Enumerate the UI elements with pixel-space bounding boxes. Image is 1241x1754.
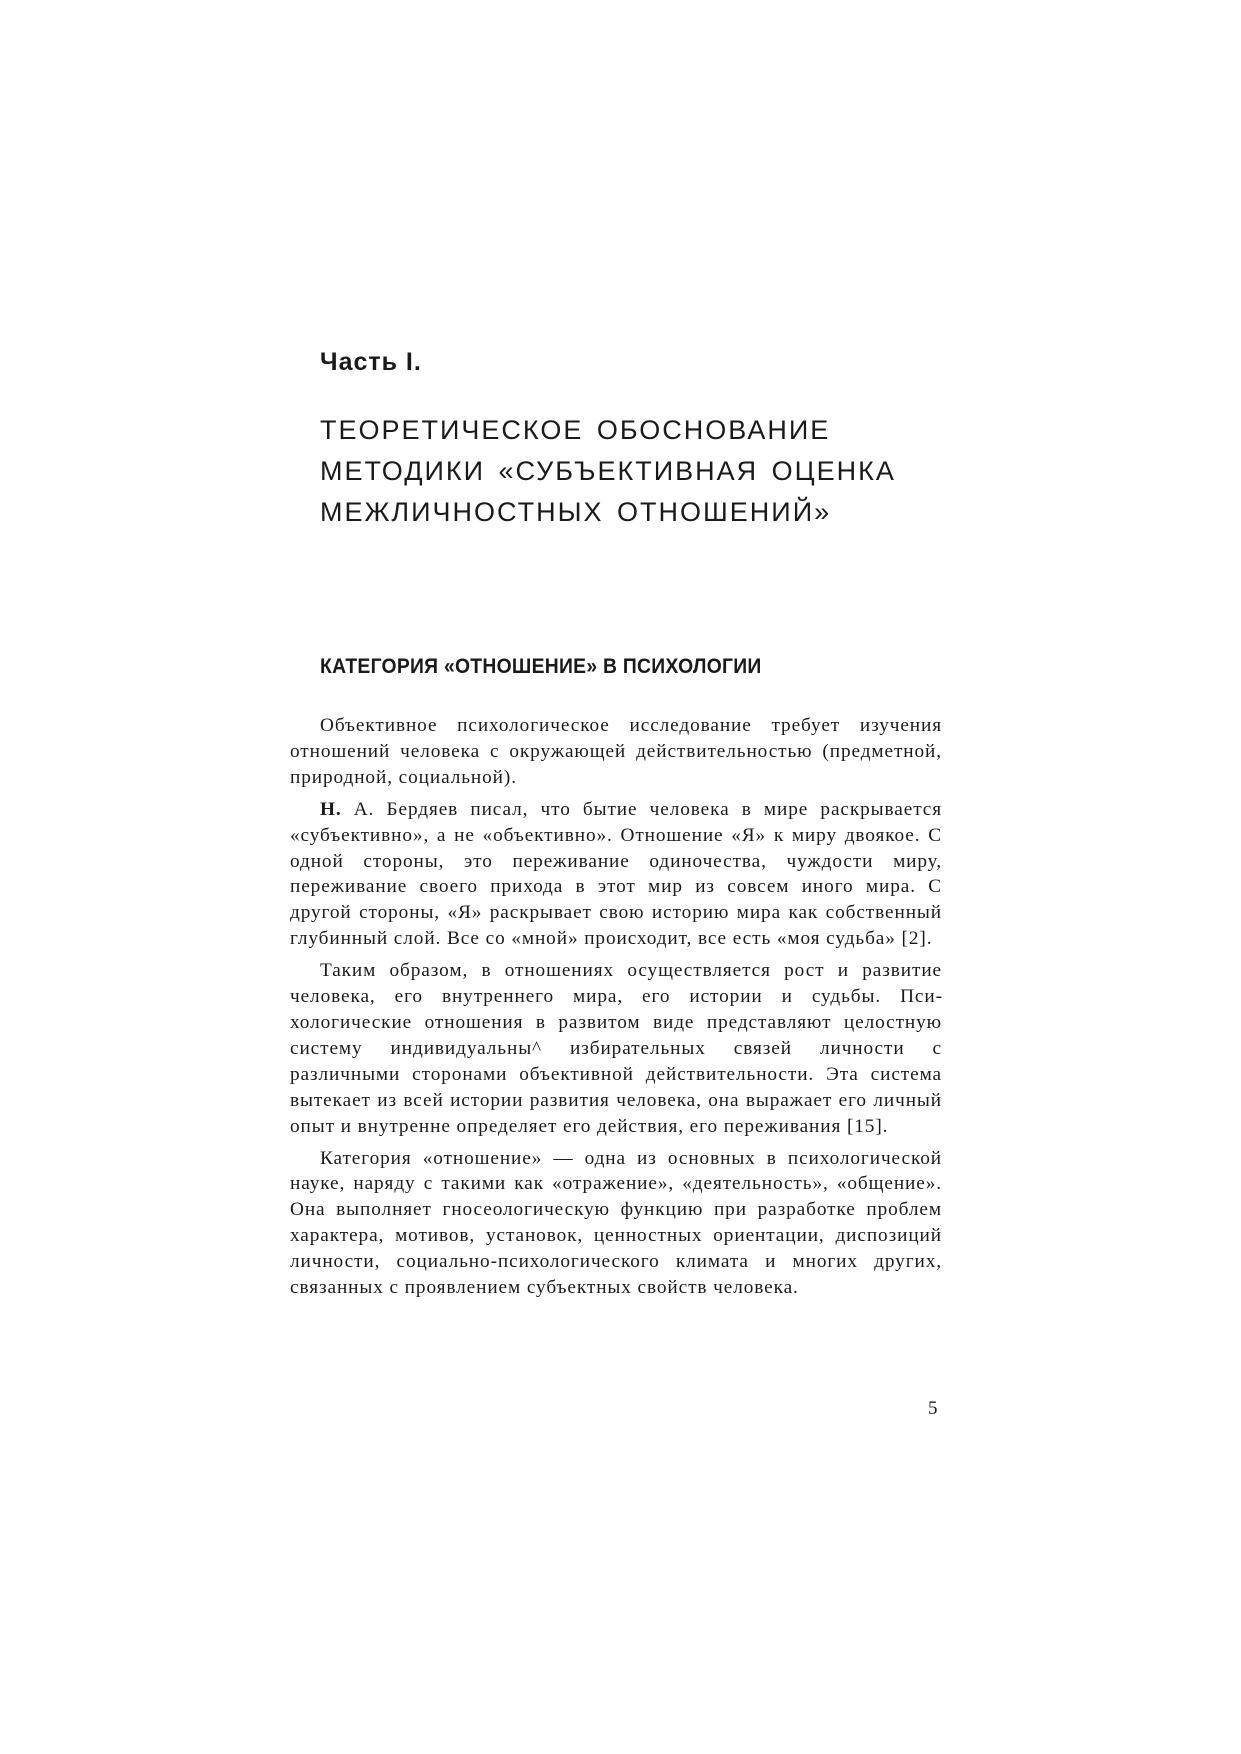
part-title-line-1: ТЕОРЕТИЧЕСКОЕ ОБОСНОВАНИЕ <box>320 415 831 445</box>
part-title-line-2: МЕТОДИКИ «СУБЪЕКТИВНАЯ ОЦЕНКА <box>320 456 896 486</box>
paragraph-2 <box>290 797 942 952</box>
page-number: 5 <box>928 1398 938 1419</box>
paragraph-1: Объективное психологическое исследование требует изучения отношений человека с окружающей действительностью (предметной, природной, социальной). <box>290 715 942 788</box>
section-heading: КАТЕГОРИЯ «ОТНОШЕНИЕ» В ПСИХОЛОГИИ <box>320 655 762 678</box>
paragraph-2-text: А. Бердяев писал, что бытие человека в мире раскрывается «субъективно», а не «объективно». Отношение «Я» к миру двоякое. С одной стороны, это переживание одиночества, чуждости миру, переживание своего прихода в этот мир из совсем иного мира. С другой стороны, «Я» раскрывает свою историю мира как собственный глубинный слой. Все со «мной» происходит, все есть «моя судьба» [2]. <box>290 798 942 950</box>
paragraph-2-initial: Н. <box>320 798 342 820</box>
body-text <box>290 713 942 1307</box>
part-title-line-3: МЕЖЛИЧНОСТНЫХ ОТНОШЕНИЙ» <box>320 497 832 527</box>
part-label: Часть I. <box>320 348 422 376</box>
paragraph-3: Таким образом, в отношениях осуществляется рост и развитие человека, его внутреннего мира, его истории и судьбы. Психологические отношения в развитом виде представляют целостную систему индивидуальны^ избирательных связей личности с различными сторонами объективной действительности. Эта система вытекает из всей истории развития человека, она выражает его личный опыт и внутренне определяет его действия, его переживания [15]. <box>290 960 942 1137</box>
part-title <box>320 410 1020 533</box>
paragraph-4: Категория «отношение» — одна из основных в психологической науке, наряду с такими как «отражение», «деятельность», «общение». Она выполняет гносеологическую функцию при разработке проблем характера, мотивов, установок, ценностных ориентации, диспозиций личности, социально-психологического климата и многих других, связанных с проявлением субъектных свойств человека. <box>290 1147 942 1299</box>
